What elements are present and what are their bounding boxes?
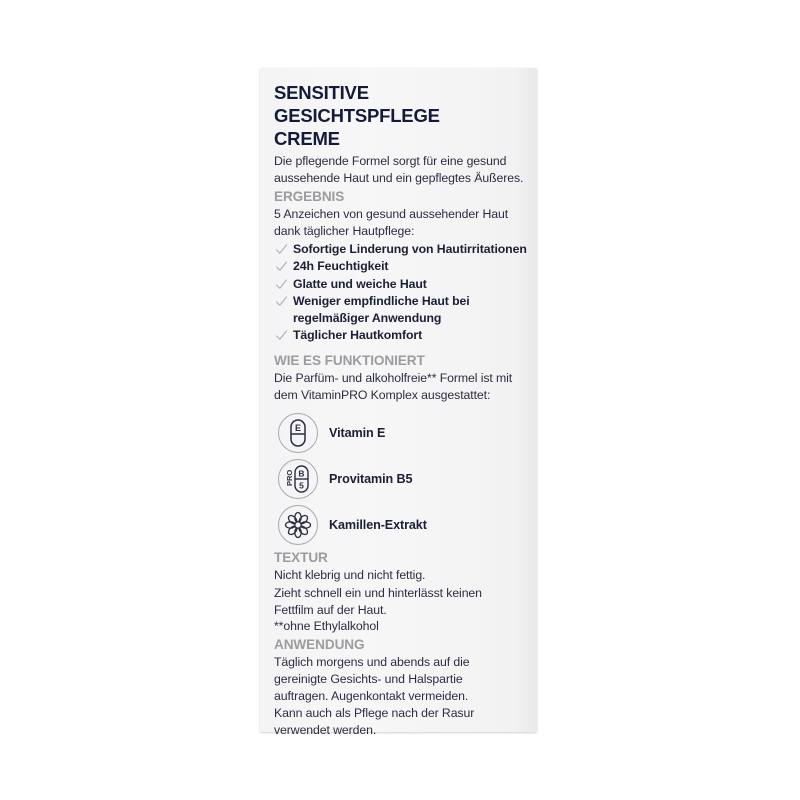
- check-icon: [275, 242, 288, 256]
- ingredient-item-kamille: [274, 502, 529, 548]
- benefit-label: Glatte und weiche Haut: [293, 276, 427, 291]
- chamomile-flower-icon: [278, 505, 318, 545]
- benefit-label-line-1: Weniger empfindliche Haut bei: [293, 293, 470, 308]
- product-intro: [274, 153, 529, 187]
- textur-line-1: Nicht klebrig und nicht fettig.: [274, 567, 426, 582]
- check-icon: [275, 259, 288, 273]
- ergebnis-line-2: dank täglicher Hautpflege:: [274, 224, 415, 238]
- title-line-2: CREME: [274, 128, 340, 149]
- ingredient-item-provitamin-b5: [274, 456, 529, 502]
- product-title: [274, 81, 529, 150]
- benefits-list: [274, 241, 529, 345]
- check-icon: [275, 277, 288, 291]
- svg-text:E: E: [294, 422, 302, 433]
- benefit-item: [274, 327, 529, 344]
- intro-line-2: aussehende Haut und ein gepflegtes Äußeres.: [274, 171, 524, 185]
- benefit-item: [274, 258, 529, 275]
- funktion-line-1: Die Parfüm- und alkoholfreie** Formel ist mit: [274, 370, 513, 385]
- ingredient-label: Kamillen-Extrakt: [329, 517, 427, 532]
- provitamin-b5-capsule-icon: [278, 459, 318, 499]
- ergebnis-line-1: 5 Anzeichen von gesund aussehender Haut: [274, 207, 509, 221]
- anwendung-text: [274, 654, 529, 739]
- panel-content: [274, 81, 529, 739]
- ergebnis-text: [274, 206, 529, 240]
- product-info-panel: [260, 68, 537, 737]
- svg-text:5: 5: [299, 480, 304, 491]
- textur-line-2: Zieht schnell ein und hinterlässt keinen: [274, 585, 482, 600]
- benefit-label: 24h Feuchtigkeit: [293, 259, 389, 274]
- funktion-line-2: dem VitaminPRO Komplex ausgestattet:: [274, 387, 491, 402]
- anwendung-line: verwendet werden.: [274, 722, 377, 737]
- check-icon: [275, 328, 288, 342]
- textur-line-3: Fettfilm auf der Haut.: [274, 602, 387, 617]
- section-heading-textur: TEXTUR: [274, 549, 328, 565]
- textur-text: [274, 567, 529, 634]
- ingredient-label: Vitamin E: [329, 425, 386, 440]
- anwendung-line: Täglich morgens und abends auf die: [274, 654, 470, 669]
- intro-line-1: Die pflegende Formel sorgt für eine gesund: [274, 154, 507, 168]
- title-line-1: SENSITIVE GESICHTSPFLEGE: [274, 82, 440, 126]
- benefit-label-line-2: regelmäßiger Anwendung: [293, 311, 442, 326]
- check-icon: [275, 294, 288, 308]
- ingredient-label: Provitamin B5: [329, 471, 413, 486]
- benefit-label: Sofortige Linderung von Hautirritationen: [293, 242, 527, 256]
- textur-footnote: **ohne Ethylalkohol: [274, 618, 379, 633]
- vitamin-e-capsule-icon: [278, 413, 318, 453]
- ingredient-item-vitamin-e: [274, 410, 529, 456]
- svg-text:B: B: [298, 468, 305, 479]
- anwendung-line: Kann auch als Pflege nach der Rasur: [274, 705, 475, 720]
- anwendung-line: gereinigte Gesichts- und Halspartie: [274, 671, 463, 686]
- svg-text:PRO: PRO: [285, 469, 294, 486]
- benefit-item: [274, 276, 529, 293]
- benefit-item: [274, 241, 529, 258]
- section-heading-ergebnis: ERGEBNIS: [274, 189, 345, 204]
- section-heading-anwendung: ANWENDUNG: [274, 636, 365, 652]
- funktion-text: [274, 370, 529, 404]
- benefit-label: Täglicher Hautkomfort: [293, 328, 423, 343]
- benefit-item: [274, 293, 529, 328]
- ingredients-list: [274, 410, 529, 548]
- section-heading-funktion: WIE ES FUNKTIONIERT: [274, 352, 425, 368]
- anwendung-line: auftragen. Augenkontakt vermeiden.: [274, 688, 469, 703]
